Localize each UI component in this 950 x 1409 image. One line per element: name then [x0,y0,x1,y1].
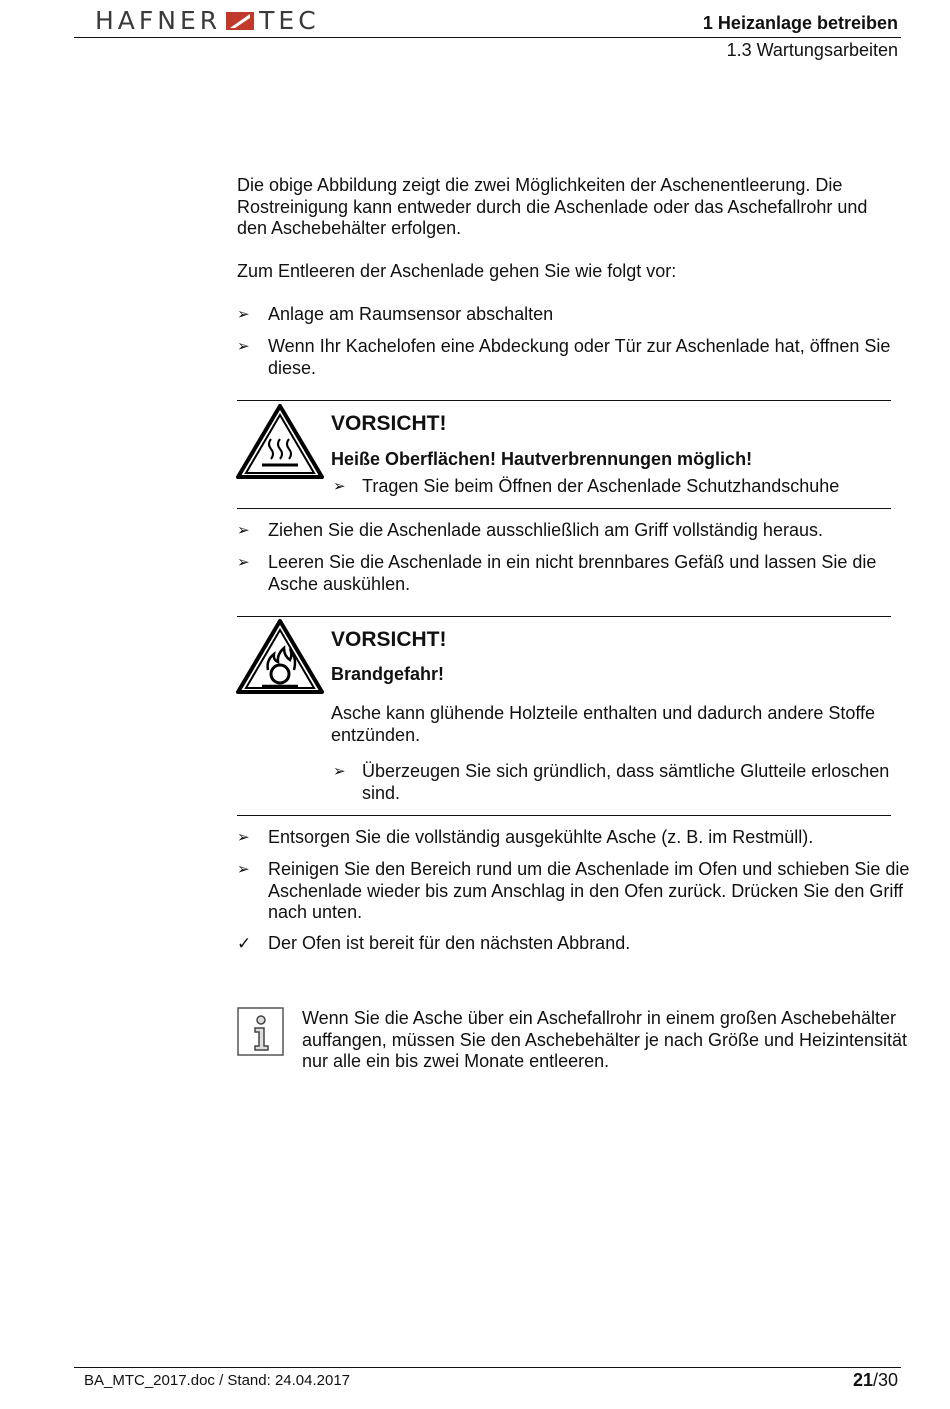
footer-divider [74,1367,901,1368]
result-item: ✓ Der Ofen ist bereit für den nächsten Abbrand. [237,933,631,953]
section-title: 1.3 Wartungsarbeiten [726,40,898,60]
info-icon [237,1007,284,1056]
warning-text: Asche kann glühende Holzteile enthalten und dadurch andere Stoffe entzünden. [331,703,876,745]
list-item: ➢ Entsorgen Sie die vollständig ausgekühlte Asche (z. B. im Restmüll). [237,827,814,847]
list-item: ➢ Wenn Ihr Kachelofen eine Abdeckung oder Tür zur Aschenlade hat, öffnen Sie diese. [237,336,891,378]
list-item: ➢ Ziehen Sie die Aschenlade ausschließlich am Griff vollständig heraus. [237,520,823,540]
hafnertec-logo [95,6,320,35]
warning-bottom-rule [237,815,891,816]
total-pages: /30 [872,1370,898,1390]
warning-top-rule [237,616,891,617]
logo-mark-icon [224,10,256,32]
arrow-bullet-icon: ➢ [333,763,346,780]
warning-action: ➢ Tragen Sie beim Öffnen der Aschenlade Schutzhandschuhe [333,476,840,496]
logo-text-right: TEC [259,6,320,35]
arrow-bullet-icon: ➢ [237,522,250,539]
warning-subtitle: Brandgefahr! [331,664,445,684]
list-item: ➢ Leeren Sie die Aschenlade in ein nicht brennbares Gefäß und lassen Sie die Asche auskühlen. [237,552,877,594]
hot-surface-warning-icon [234,403,326,483]
warning-action: ➢ Überzeugen Sie sich gründlich, dass sämtliche Glutteile erloschen sind. [333,761,890,803]
oxidizing-fire-warning-icon [234,618,326,698]
info-text: Wenn Sie die Asche über ein Aschefallrohr in einem großen Aschebehälter auffangen, müssen Sie den Aschebehälter je nach Größe und Heizintensität nur alle ein bis zwei Monate entleeren. [302,1008,908,1071]
arrow-bullet-icon: ➢ [237,338,250,355]
lead-paragraph: Zum Entleeren der Aschenlade gehen Sie wie folgt vor: [237,261,677,281]
warning-title: VORSICHT! [331,412,447,435]
warning-title: VORSICHT! [331,628,447,651]
header-divider [74,37,901,38]
arrow-bullet-icon: ➢ [237,306,250,323]
arrow-bullet-icon: ➢ [237,829,250,846]
arrow-bullet-icon: ➢ [333,478,346,495]
arrow-bullet-icon: ➢ [237,861,250,878]
warning-top-rule [237,400,891,401]
warning-subtitle: Heiße Oberflächen! Hautverbrennungen möglich! [331,449,753,469]
list-item: ➢ Anlage am Raumsensor abschalten [237,304,554,324]
checkmark-icon: ✓ [237,934,252,953]
chapter-title: 1 Heizanlage betreiben [702,13,898,33]
footer-document: BA_MTC_2017.doc / Stand: 24.04.2017 [84,1372,351,1389]
warning-bottom-rule [237,508,891,509]
intro-paragraph: Die obige Abbildung zeigt die zwei Möglichkeiten der Aschenentleerung. Die Rostreinigung kann entweder durch die Aschenlade oder das Aschefallrohr und den Aschebehälter erfolgen. [237,175,868,238]
current-page: 21 [852,1370,873,1390]
arrow-bullet-icon: ➢ [237,554,250,571]
list-item: ➢ Reinigen Sie den Bereich rund um die Aschenlade im Ofen und schieben Sie die Aschenlade wieder bis zum Anschlag in den Ofen zurück. Drücken Sie den Griff nach unten. [237,859,910,922]
page-number [853,1370,898,1391]
logo-text-left: HAFNER [95,6,222,35]
